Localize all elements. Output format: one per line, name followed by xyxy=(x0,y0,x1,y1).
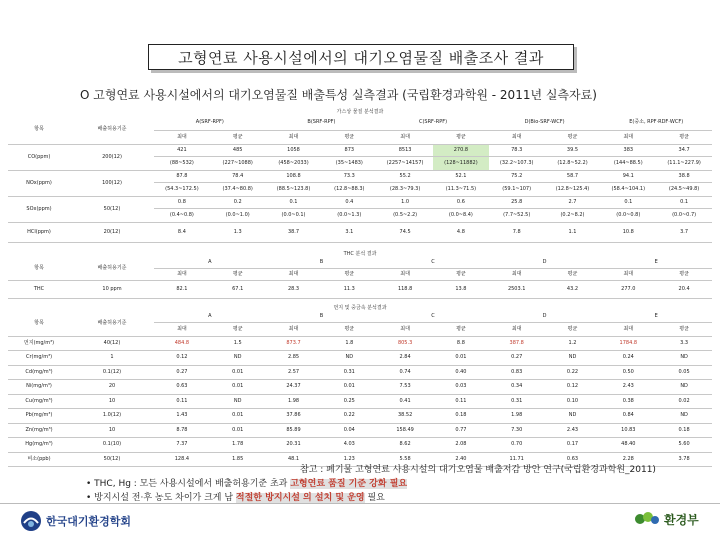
value-cell: 0.22 xyxy=(321,409,377,424)
range-cell: (144~88.5) xyxy=(600,156,656,170)
column-header-facility: C xyxy=(377,258,489,268)
column-header-max: 최대 xyxy=(377,268,433,280)
row-standard: 0.1(12) xyxy=(70,365,154,380)
bullet-control-text: • 방지시설 전·후 농도 차이가 크게 남 xyxy=(86,493,236,503)
value-cell: 7.53 xyxy=(377,380,433,395)
row-standard: 100(12) xyxy=(70,170,154,196)
range-cell: (32.2~107.3) xyxy=(489,156,545,170)
value-cell: 3.78 xyxy=(656,452,712,467)
value-cell: 0.05 xyxy=(656,365,712,380)
bullet-thc-hg xyxy=(86,476,407,489)
column-header-facility: E xyxy=(600,312,712,322)
value-cell: 78.3 xyxy=(489,144,545,156)
value-cell: 0.04 xyxy=(321,423,377,438)
value-cell: 11.3 xyxy=(321,280,377,298)
value-cell: 2.08 xyxy=(433,438,489,453)
value-cell: 37.86 xyxy=(266,409,322,424)
range-cell: (12.8~88.3) xyxy=(321,182,377,196)
value-cell: 8.78 xyxy=(154,423,210,438)
value-cell: 0.01 xyxy=(210,380,266,395)
value-cell: 11.71 xyxy=(489,452,545,467)
value-cell: 8.62 xyxy=(377,438,433,453)
row-item-label: HCl(ppm) xyxy=(8,222,70,242)
value-cell: ND xyxy=(656,380,712,395)
value-cell: 0.84 xyxy=(600,409,656,424)
value-cell: 0.01 xyxy=(210,409,266,424)
value-cell: 0.27 xyxy=(154,365,210,380)
value-cell: 52.1 xyxy=(433,170,489,182)
column-header-max: 최대 xyxy=(266,322,322,336)
value-cell: 0.12 xyxy=(545,380,601,395)
value-cell: 0.83 xyxy=(489,365,545,380)
table-row xyxy=(8,280,712,298)
row-item-label: Cd(mg/m³) xyxy=(8,365,70,380)
value-cell: 0.4 xyxy=(321,196,377,208)
column-header-facility: C xyxy=(377,312,489,322)
column-header-avg: 평균 xyxy=(321,268,377,280)
column-header-max: 최대 xyxy=(489,130,545,144)
row-standard: 40(12) xyxy=(70,336,154,351)
value-cell: 0.18 xyxy=(433,409,489,424)
value-cell: 0.12 xyxy=(154,351,210,366)
range-cell: (24.5~49.8) xyxy=(656,182,712,196)
value-cell: 20.31 xyxy=(266,438,322,453)
value-cell: 34.7 xyxy=(656,144,712,156)
value-cell: 1.85 xyxy=(210,452,266,467)
row-standard: 50(12) xyxy=(70,452,154,467)
column-header-avg: 평균 xyxy=(545,322,601,336)
value-cell: 94.1 xyxy=(600,170,656,182)
value-cell: 0.77 xyxy=(433,423,489,438)
column-header-avg: 평균 xyxy=(656,322,712,336)
value-cell: 13.8 xyxy=(433,280,489,298)
column-header-facility: D xyxy=(489,312,601,322)
table-row xyxy=(8,423,712,438)
value-cell: 24.37 xyxy=(266,380,322,395)
range-cell: (0.0~0.8) xyxy=(600,208,656,222)
table3-caption: 먼지 및 중금속 분석결과 xyxy=(333,305,387,311)
row-item-label: 비소(ppb) xyxy=(8,452,70,467)
me-logo-text: 환경부 xyxy=(664,512,699,527)
column-header-facility: A xyxy=(154,258,266,268)
value-cell: 0.38 xyxy=(600,394,656,409)
value-cell: 0.03 xyxy=(433,380,489,395)
value-cell: 485 xyxy=(210,144,266,156)
value-cell: ND xyxy=(545,351,601,366)
page-title: 고형연료 사용시설에서의 대기오염물질 배출조사 결과 xyxy=(148,44,574,70)
column-header-max: 최대 xyxy=(377,322,433,336)
row-standard: 20 xyxy=(70,380,154,395)
table-row xyxy=(8,394,712,409)
row-item-label: CO(ppm) xyxy=(8,144,70,170)
value-cell: 8.8 xyxy=(433,336,489,351)
value-cell: 5.58 xyxy=(377,452,433,467)
value-cell: 1.98 xyxy=(489,409,545,424)
range-cell: (0.0~8.4) xyxy=(433,208,489,222)
value-cell: 873.7 xyxy=(266,336,322,351)
value-cell: 1.0 xyxy=(377,196,433,208)
range-cell: (0.0~1.0) xyxy=(210,208,266,222)
thc-table xyxy=(8,258,712,299)
value-cell: 0.63 xyxy=(154,380,210,395)
row-item-label: SOx(ppm) xyxy=(8,196,70,222)
reference-note: 참고 : 폐기물 고형연료 사용시설의 대기오염물 배출저감 방안 연구(국립환경과학원_2011) xyxy=(300,465,656,475)
value-cell: 0.01 xyxy=(210,423,266,438)
range-cell: (12.8~52.2) xyxy=(545,156,601,170)
column-header-facility: A xyxy=(154,312,266,322)
value-cell: 78.4 xyxy=(210,170,266,182)
value-cell: 0.6 xyxy=(433,196,489,208)
table-row xyxy=(8,170,712,182)
value-cell: 3.7 xyxy=(656,222,712,242)
row-item-label: Zn(mg/m³) xyxy=(8,423,70,438)
row-item-label: Ni(mg/m³) xyxy=(8,380,70,395)
value-cell: 48.40 xyxy=(600,438,656,453)
table1-caption: 가스상 물질 분석결과 xyxy=(336,109,384,115)
table2-caption: THC 분석 결과 xyxy=(343,251,377,257)
value-cell: 805.3 xyxy=(377,336,433,351)
row-item-label: Cu(mg/m³) xyxy=(8,394,70,409)
value-cell: 2.28 xyxy=(600,452,656,467)
value-cell: 0.11 xyxy=(154,394,210,409)
value-cell: 128.4 xyxy=(154,452,210,467)
header-row xyxy=(8,258,712,268)
header-row xyxy=(8,312,712,322)
value-cell: 28.3 xyxy=(266,280,322,298)
row-item-label: Cr(mg/m³) xyxy=(8,351,70,366)
page-subtitle: O 고형연료 사용시설에서의 대기오염물질 배출특성 실측결과 (국립환경과학원 - 2011년 실측자료) xyxy=(80,88,597,102)
value-cell: 2.43 xyxy=(545,423,601,438)
column-header-facility: B xyxy=(266,312,378,322)
value-cell: 484.8 xyxy=(154,336,210,351)
table-row xyxy=(8,222,712,242)
value-cell: 0.41 xyxy=(377,394,433,409)
value-cell: 2.43 xyxy=(600,380,656,395)
value-cell: 0.02 xyxy=(656,394,712,409)
value-cell: ND xyxy=(656,409,712,424)
range-cell: (11.1~227.9) xyxy=(656,156,712,170)
bullet-thc-hg-emphasis: 고형연료 품질 기준 강화 필요 xyxy=(290,479,408,489)
range-cell: (88.5~123.8) xyxy=(266,182,322,196)
value-cell: 0.63 xyxy=(545,452,601,467)
range-cell: (59.1~107) xyxy=(489,182,545,196)
value-cell: 87.8 xyxy=(154,170,210,182)
row-standard: 200(12) xyxy=(70,144,154,170)
value-cell: 0.8 xyxy=(154,196,210,208)
value-cell: 38.52 xyxy=(377,409,433,424)
range-cell: (0.2~8.2) xyxy=(545,208,601,222)
value-cell: 10.8 xyxy=(600,222,656,242)
table-row xyxy=(8,365,712,380)
value-cell: 270.8 xyxy=(433,144,489,156)
value-cell: 277.0 xyxy=(600,280,656,298)
row-standard: 50(12) xyxy=(70,196,154,222)
value-cell: 75.2 xyxy=(489,170,545,182)
range-cell: (458~2033) xyxy=(266,156,322,170)
column-header-avg: 평균 xyxy=(321,322,377,336)
me-emblem-icon xyxy=(634,510,660,528)
value-cell: 1.23 xyxy=(321,452,377,467)
value-cell: 1.5 xyxy=(210,336,266,351)
value-cell: 3.3 xyxy=(656,336,712,351)
value-cell: 25.8 xyxy=(489,196,545,208)
column-header-max: 최대 xyxy=(600,130,656,144)
value-cell: ND xyxy=(545,409,601,424)
value-cell: 1.98 xyxy=(266,394,322,409)
table-row xyxy=(8,409,712,424)
row-standard: 1.0(12) xyxy=(70,409,154,424)
bullet-control-emphasis: 적절한 방지시설 의 설치 및 운영 xyxy=(235,493,365,503)
column-header-facility: D xyxy=(489,258,601,268)
value-cell: 421 xyxy=(154,144,210,156)
column-header-max: 최대 xyxy=(377,130,433,144)
footer-divider xyxy=(0,503,720,504)
value-cell: 1.3 xyxy=(210,222,266,242)
range-cell: (11.3~71.5) xyxy=(433,182,489,196)
value-cell: 4.03 xyxy=(321,438,377,453)
column-header-item: 항목 xyxy=(8,312,70,336)
column-header-facility: E xyxy=(600,258,712,268)
column-header-facility: B(SRF-RPF) xyxy=(266,116,378,130)
value-cell: 158.49 xyxy=(377,423,433,438)
range-cell: (0.5~2.2) xyxy=(377,208,433,222)
row-standard: 10 xyxy=(70,423,154,438)
column-header-avg: 평균 xyxy=(210,130,266,144)
value-cell: ND xyxy=(210,394,266,409)
table-row xyxy=(8,380,712,395)
range-cell: (54.3~172.5) xyxy=(154,182,210,196)
value-cell: 0.01 xyxy=(433,351,489,366)
value-cell: 2.84 xyxy=(377,351,433,366)
row-standard: 0.1(10) xyxy=(70,438,154,453)
value-cell: 0.11 xyxy=(433,394,489,409)
value-cell: 2.85 xyxy=(266,351,322,366)
value-cell: 0.2 xyxy=(210,196,266,208)
table-row xyxy=(8,438,712,453)
value-cell: 7.8 xyxy=(489,222,545,242)
kea-logo xyxy=(20,510,131,532)
range-cell: (227~1088) xyxy=(210,156,266,170)
value-cell: 0.24 xyxy=(600,351,656,366)
value-cell: 58.7 xyxy=(545,170,601,182)
value-cell: 1.43 xyxy=(154,409,210,424)
value-cell: 20.4 xyxy=(656,280,712,298)
me-logo xyxy=(634,510,699,528)
column-header-standard: 배출허용기준 xyxy=(70,258,154,280)
column-header-avg: 평균 xyxy=(545,130,601,144)
row-item-label: Hg(mg/m³) xyxy=(8,438,70,453)
value-cell: 1.2 xyxy=(545,336,601,351)
row-standard: 1 xyxy=(70,351,154,366)
column-header-avg: 평균 xyxy=(210,322,266,336)
kea-emblem-icon xyxy=(20,510,42,532)
value-cell: 8.4 xyxy=(154,222,210,242)
table-row xyxy=(8,336,712,351)
row-standard: 10 ppm xyxy=(70,280,154,298)
value-cell: 118.8 xyxy=(377,280,433,298)
column-header-facility: E(중소, RPF·RDF·WCF) xyxy=(600,116,712,130)
bullet-thc-hg-text: • THC, Hg : 모든 사용시설에서 배출허용기준 초과 xyxy=(86,479,291,489)
gas-analysis-table xyxy=(8,116,712,243)
value-cell: 0.27 xyxy=(489,351,545,366)
value-cell: 0.31 xyxy=(321,365,377,380)
column-header-facility: B xyxy=(266,258,378,268)
value-cell: 38.8 xyxy=(656,170,712,182)
value-cell: 2.7 xyxy=(545,196,601,208)
value-cell: 55.2 xyxy=(377,170,433,182)
value-cell: 2503.1 xyxy=(489,280,545,298)
row-item-label: THC xyxy=(8,280,70,298)
column-header-max: 최대 xyxy=(154,268,210,280)
value-cell: 5.60 xyxy=(656,438,712,453)
column-header-max: 최대 xyxy=(266,130,322,144)
value-cell: 7.30 xyxy=(489,423,545,438)
column-header-standard: 배출허용기준 xyxy=(70,116,154,144)
value-cell: 0.01 xyxy=(210,365,266,380)
column-header-avg: 평균 xyxy=(656,130,712,144)
value-cell: 2.40 xyxy=(433,452,489,467)
value-cell: 48.1 xyxy=(266,452,322,467)
value-cell: 1058 xyxy=(266,144,322,156)
bullet-control-device xyxy=(86,490,385,503)
table-row xyxy=(8,351,712,366)
range-cell: (35~1483) xyxy=(321,156,377,170)
column-header-facility: D(Bio-SRF-WCF) xyxy=(489,116,601,130)
value-cell: 383 xyxy=(600,144,656,156)
value-cell: 1.8 xyxy=(321,336,377,351)
range-cell: (12.8~125.4) xyxy=(545,182,601,196)
column-header-item: 항목 xyxy=(8,258,70,280)
value-cell: 4.8 xyxy=(433,222,489,242)
value-cell: 0.22 xyxy=(545,365,601,380)
value-cell: 0.40 xyxy=(433,365,489,380)
range-cell: (88~532) xyxy=(154,156,210,170)
value-cell: 0.50 xyxy=(600,365,656,380)
row-item-label: NOx(ppm) xyxy=(8,170,70,196)
value-cell: 8513 xyxy=(377,144,433,156)
value-cell: 73.3 xyxy=(321,170,377,182)
value-cell: 1.1 xyxy=(545,222,601,242)
value-cell: 10.83 xyxy=(600,423,656,438)
dust-metal-table xyxy=(8,312,712,467)
value-cell: 0.74 xyxy=(377,365,433,380)
range-cell: (0.0~0.1) xyxy=(266,208,322,222)
row-item-label: 먼지(mg/m³) xyxy=(8,336,70,351)
table-row xyxy=(8,196,712,208)
range-cell: (2257~14157) xyxy=(377,156,433,170)
column-header-avg: 평균 xyxy=(433,322,489,336)
range-cell: (58.4~104.1) xyxy=(600,182,656,196)
value-cell: 74.5 xyxy=(377,222,433,242)
value-cell: 43.2 xyxy=(545,280,601,298)
column-header-max: 최대 xyxy=(489,322,545,336)
value-cell: 0.01 xyxy=(321,380,377,395)
column-header-item: 항목 xyxy=(8,116,70,144)
column-header-avg: 평균 xyxy=(321,130,377,144)
column-header-max: 최대 xyxy=(266,268,322,280)
value-cell: 2.57 xyxy=(266,365,322,380)
column-header-max: 최대 xyxy=(154,130,210,144)
value-cell: 0.1 xyxy=(266,196,322,208)
value-cell: 1.78 xyxy=(210,438,266,453)
range-cell: (28.3~79.3) xyxy=(377,182,433,196)
column-header-max: 최대 xyxy=(600,268,656,280)
range-cell: (128~11882) xyxy=(433,156,489,170)
value-cell: 0.17 xyxy=(545,438,601,453)
value-cell: 0.34 xyxy=(489,380,545,395)
bullet-control-suffix: 필요 xyxy=(364,493,385,503)
value-cell: 38.7 xyxy=(266,222,322,242)
column-header-max: 최대 xyxy=(489,268,545,280)
row-standard: 10 xyxy=(70,394,154,409)
range-cell: (0.0~1.3) xyxy=(321,208,377,222)
value-cell: 3.1 xyxy=(321,222,377,242)
column-header-avg: 평균 xyxy=(433,130,489,144)
value-cell: 67.1 xyxy=(210,280,266,298)
column-header-max: 최대 xyxy=(154,322,210,336)
value-cell: 85.89 xyxy=(266,423,322,438)
column-header-avg: 평균 xyxy=(545,268,601,280)
value-cell: 82.1 xyxy=(154,280,210,298)
value-cell: 873 xyxy=(321,144,377,156)
range-cell: (37.4~80.8) xyxy=(210,182,266,196)
value-cell: 0.25 xyxy=(321,394,377,409)
column-header-max: 최대 xyxy=(600,322,656,336)
range-cell: (0.4~0.8) xyxy=(154,208,210,222)
table-row xyxy=(8,144,712,156)
value-cell: 0.1 xyxy=(600,196,656,208)
value-cell: 387.8 xyxy=(489,336,545,351)
column-header-avg: 평균 xyxy=(210,268,266,280)
column-header-facility: C(SRF-RPF) xyxy=(377,116,489,130)
value-cell: 108.8 xyxy=(266,170,322,182)
column-header-standard: 배출허용기준 xyxy=(70,312,154,336)
value-cell: 0.10 xyxy=(545,394,601,409)
range-cell: (0.0~0.7) xyxy=(656,208,712,222)
column-header-avg: 평균 xyxy=(433,268,489,280)
value-cell: 39.5 xyxy=(545,144,601,156)
row-standard: 20(12) xyxy=(70,222,154,242)
value-cell: 0.70 xyxy=(489,438,545,453)
value-cell: 0.18 xyxy=(656,423,712,438)
range-cell: (7.7~52.5) xyxy=(489,208,545,222)
column-header-avg: 평균 xyxy=(656,268,712,280)
value-cell: ND xyxy=(321,351,377,366)
value-cell: ND xyxy=(656,351,712,366)
value-cell: 7.37 xyxy=(154,438,210,453)
row-item-label: Pb(mg/m³) xyxy=(8,409,70,424)
value-cell: 1784.8 xyxy=(600,336,656,351)
kea-logo-text: 한국대기환경학회 xyxy=(46,515,132,528)
value-cell: 0.31 xyxy=(489,394,545,409)
value-cell: ND xyxy=(210,351,266,366)
value-cell: 0.1 xyxy=(656,196,712,208)
header-row xyxy=(8,116,712,130)
column-header-facility: A(SRF-RPF) xyxy=(154,116,266,130)
